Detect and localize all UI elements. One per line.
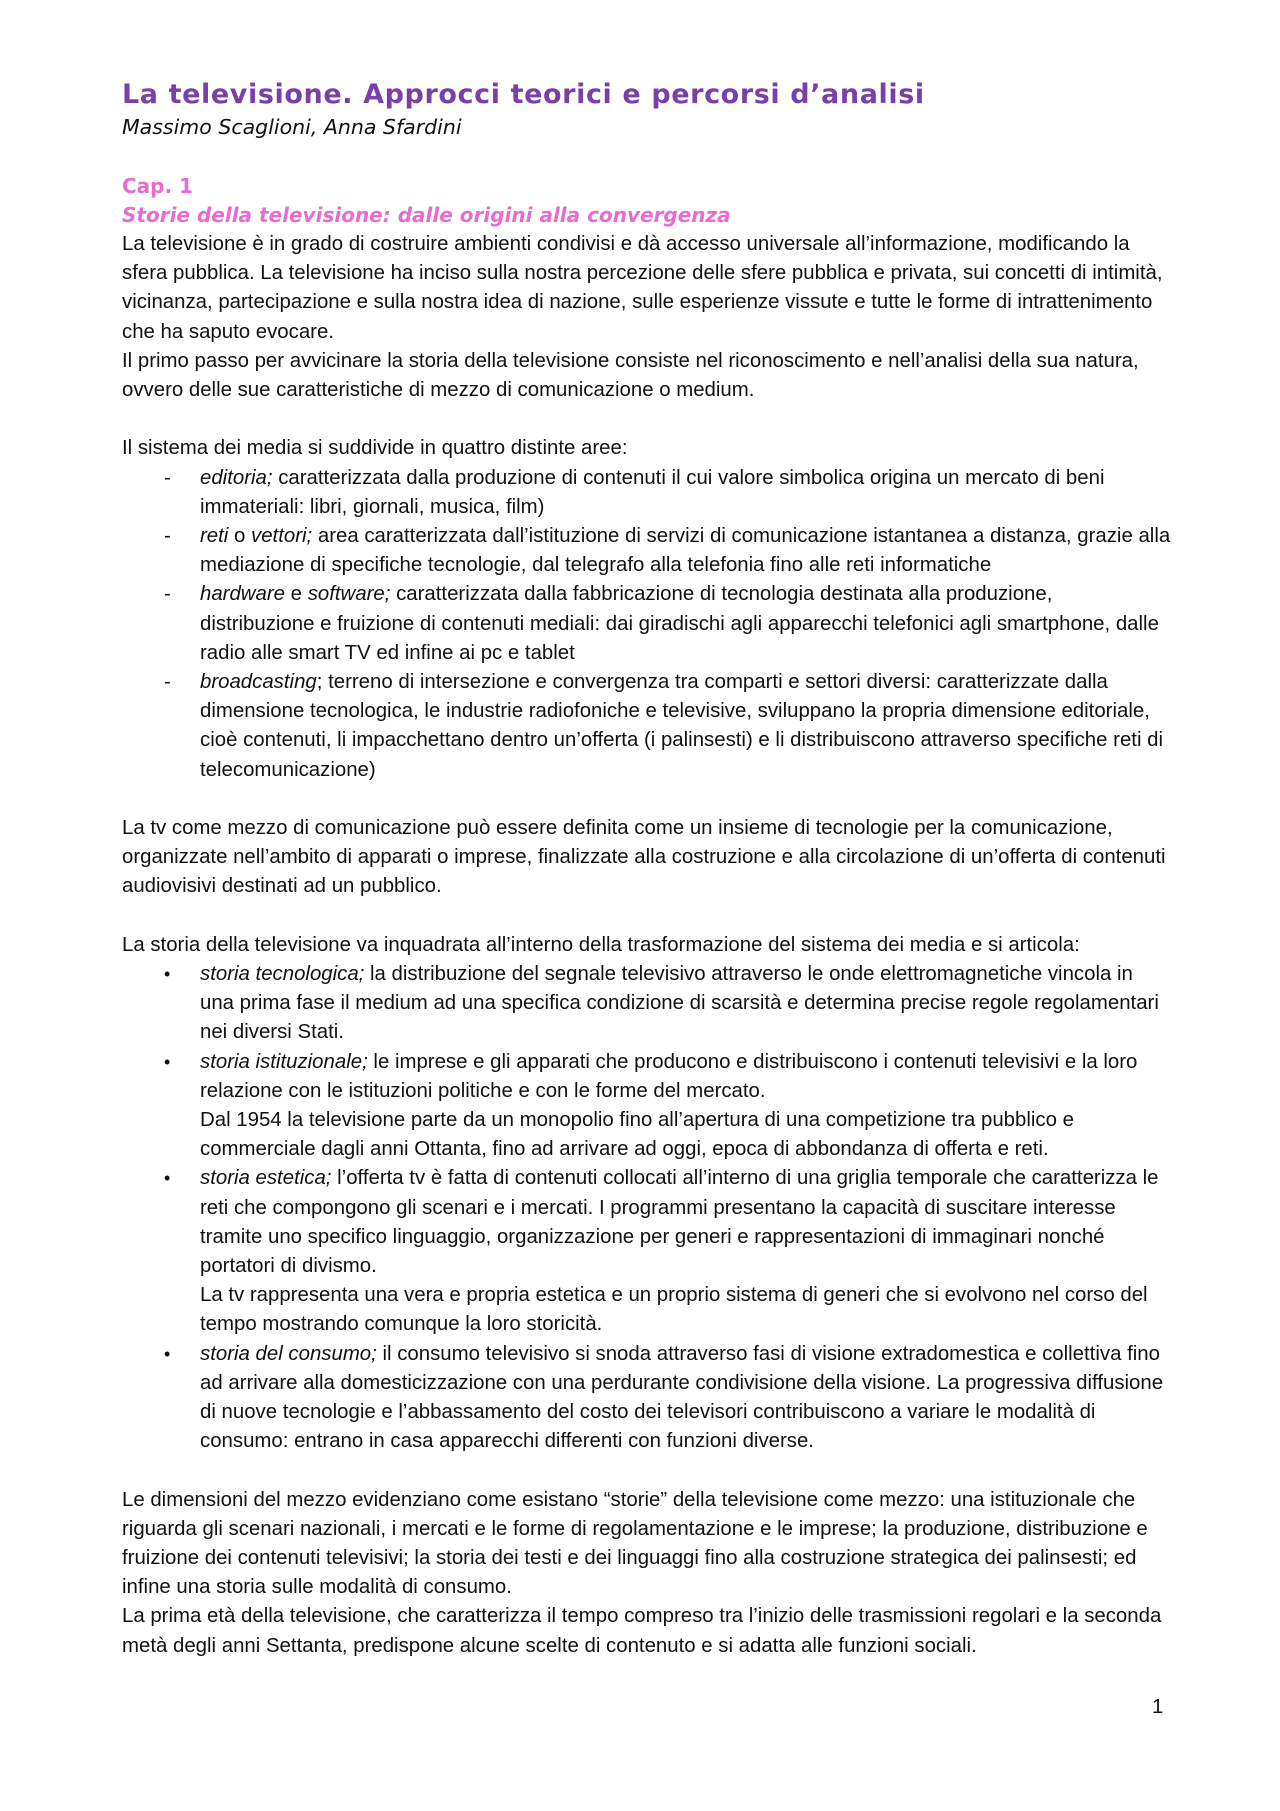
- chapter-title: Storie della televisione: dalle origini alla convergenza: [122, 203, 731, 227]
- list-item: [122, 580, 1172, 668]
- term: storia del consumo;: [200, 1342, 377, 1365]
- chapter-number: Cap. 1: [122, 174, 193, 198]
- item-text: area caratterizzata dall’istituzione di servizi di comunicazione istantanea a distanza, grazie alla mediazione di specifiche tecnologie, dal telegrafo alla telefonia fino alle reti informatiche: [200, 525, 1171, 577]
- bullet-marker: •: [164, 964, 171, 985]
- term: broadcasting: [200, 671, 317, 694]
- item-text: la distribuzione del segnale televisivo attraverso le onde elettromagnetiche vincola in una prima fase il medium ad una specifica condizione di scarsità e determina precise regole regolamentari nei diversi Stati.: [200, 963, 1159, 1044]
- spacer: [122, 405, 1172, 434]
- closing-paragraph-1: Le dimensioni del mezzo evidenziano come esistano “storie” della televisione come mezzo: una istituzionale che riguarda gli scenari nazionali, i mercati e le forme di regolamentazione e le imprese; la produzione, distribuzione e fruizione dei contenuti televisivi; la storia dei testi e dei linguaggi fino alla costruzione strategica dei palinsesti; ed infine una storia sulle modalità di consumo.: [122, 1488, 1148, 1599]
- list-item: [122, 1164, 1172, 1339]
- tv-history-list: [122, 960, 1172, 1456]
- list-item: [122, 668, 1172, 785]
- term: editoria;: [200, 466, 273, 489]
- dash-marker: -: [164, 525, 171, 548]
- list-item: [122, 1340, 1172, 1457]
- list-item: [122, 960, 1172, 1048]
- page-number: 1: [1152, 1696, 1164, 1718]
- document-page: [122, 78, 1172, 1661]
- term: storia estetica;: [200, 1167, 332, 1190]
- term: vettori;: [251, 525, 313, 548]
- item-text: caratterizzata dalla produzione di contenuti il cui valore simbolica origina un mercato di beni immateriali: libri, giornali, musica, film): [200, 466, 1105, 518]
- list-item: [122, 1048, 1172, 1165]
- item-extra-text: La tv rappresenta una vera e propria estetica e un proprio sistema di generi che si evolvono nel corso del tempo mostrando comunque la loro storicità.: [200, 1284, 1148, 1336]
- spacer: [122, 785, 1172, 814]
- media-system-intro: Il sistema dei media si suddivide in quattro distinte aree:: [122, 437, 628, 460]
- document-title: La televisione. Approcci teorici e percorsi d’analisi: [122, 79, 925, 110]
- tv-definition-paragraph: La tv come mezzo di comunicazione può essere definita come un insieme di tecnologie per la comunicazione, organizzate nell’ambito di apparati o imprese, finalizzate alla costruzione e alla circolazione di un’offerta di contenuti audiovisivi destinati ad un pubblico.: [122, 817, 1166, 898]
- term-connector: o: [228, 525, 251, 548]
- tv-history-intro: La storia della televisione va inquadrata all’interno della trasformazione del sistema dei media e si articola:: [122, 933, 1080, 956]
- term: storia tecnologica;: [200, 963, 365, 986]
- term: hardware: [200, 583, 286, 606]
- item-text: il consumo televisivo si snoda attraverso fasi di visione extradomestica e collettiva fino ad arrivare alla domesticizzazione con una perdurante condivisione della visione. La progressiva diffusione di nuove tecnologie e l’abbassamento del costo dei televisori contribuiscono a variare le modalità di consumo: entrano in casa apparecchi differenti con funzioni diverse.: [200, 1342, 1164, 1453]
- term: software;: [307, 583, 391, 606]
- item-text: l’offerta tv è fatta di contenuti collocati all’interno di una griglia temporale che caratterizza le reti che compongono gli scenari e i mercati. I programmi presentano la capacità di suscitare interesse tramite uno specifico linguaggio, organizzazione per generi e rappresentazioni di immaginari nonché portatori di divismo.: [200, 1167, 1159, 1278]
- list-item: [122, 464, 1172, 522]
- item-text: ; terreno di intersezione e convergenza tra comparti e settori diversi: caratterizzate dalla dimensione tecnologica, le industrie radiofoniche e televisive, sviluppano la propria dimensione editoriale, cioè contenuti, li impacchettano dentro un’offerta (i palinsesti) e li distribuiscono attraverso specifiche reti di telecomunicazione): [200, 671, 1164, 781]
- intro-paragraph-1: La televisione è in grado di costruire ambienti condivisi e dà accesso universale all’informazione, modificando la sfera pubblica. La televisione ha inciso sulla nostra percezione delle sfere pubblica e privata, sui concetti di intimità, vicinanza, partecipazione e sulla nostra idea di nazione, sulle esperienze vissute e tutte le forme di intrattenimento che ha saputo evocare.: [122, 233, 1163, 343]
- bullet-marker: •: [164, 1051, 171, 1072]
- intro-paragraph-2: Il primo passo per avvicinare la storia della televisione consiste nel riconoscimento e nell’analisi della sua natura, ovvero delle sue caratteristiche di mezzo di comunicazione o medium.: [122, 349, 1139, 402]
- bullet-marker: •: [164, 1343, 171, 1364]
- media-areas-list: [122, 464, 1172, 785]
- dash-marker: -: [164, 466, 171, 489]
- list-item: [122, 522, 1172, 580]
- document-authors: Massimo Scaglioni, Anna Sfardini: [122, 115, 462, 139]
- dash-marker: -: [164, 671, 171, 694]
- term: storia istituzionale;: [200, 1050, 368, 1073]
- dash-marker: -: [164, 583, 171, 606]
- term: reti: [200, 525, 229, 548]
- item-text: caratterizzata dalla fabbricazione di tecnologia destinata alla produzione, distribuzione e fruizione di contenuti mediali: dai giradischi agli apparecchi telefonici agli smartphone, dalle radio alle smart TV ed infine ai pc e tablet: [200, 583, 1159, 664]
- item-extra-text: Dal 1954 la televisione parte da un monopolio fino all’apertura di una competizione tra pubblico e commerciale dagli anni Ottanta, fino ad arrivare ad oggi, epoca di abbondanza di offerta e reti.: [200, 1109, 1074, 1161]
- item-text: le imprese e gli apparati che producono e distribuiscono i contenuti televisivi e la loro relazione con le istituzioni politiche e con le forme del mercato.: [200, 1050, 1138, 1102]
- term-connector: e: [285, 583, 308, 606]
- closing-paragraph-2: La prima età della televisione, che caratterizza il tempo compreso tra l’inizio delle trasmissioni regolari e la seconda metà degli anni Settanta, predispone alcune scelte di contenuto e si adatta alle funzioni sociali.: [122, 1605, 1162, 1657]
- bullet-marker: •: [164, 1168, 171, 1189]
- spacer: [122, 1456, 1172, 1485]
- spacer: [122, 902, 1172, 931]
